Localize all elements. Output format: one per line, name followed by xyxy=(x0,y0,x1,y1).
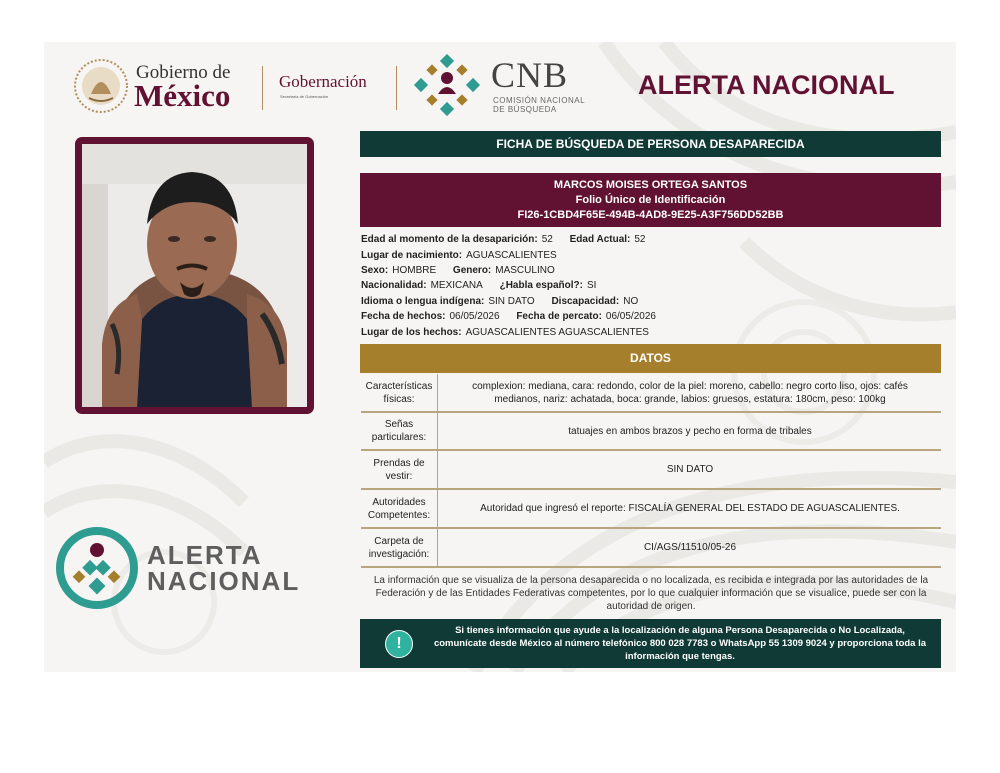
datos-row-autoridades xyxy=(361,490,941,529)
datos-label: Carpeta de investigación: xyxy=(361,529,438,566)
folio-value: FI26-1CBD4F65E-494B-4AD8-9E25-A3F756DD52BB xyxy=(517,209,784,221)
person-name-bar xyxy=(360,173,941,227)
alerta-nacional-logo-icon xyxy=(55,526,139,610)
contact-text: Si tienes información que ayude a la localización de alguna Persona Desaparecida o No Localizada, comunícate desde México al número telefónico 800 028 7783 o WhatsApp 55 1309 9024 y proporciona toda la información que tengas. xyxy=(433,625,927,662)
lugar-hechos-label: Lugar de los hechos: xyxy=(361,327,462,338)
info-lugar-hechos-line xyxy=(361,327,663,338)
discapacidad-value: NO xyxy=(623,296,639,307)
fecha-percato-label: Fecha de percato: xyxy=(516,311,602,322)
fecha-hechos-label: Fecha de hechos: xyxy=(361,311,446,322)
datos-row-caracteristicas xyxy=(361,374,941,413)
folio-label: Folio Único de Identificación xyxy=(575,194,726,206)
ficha-title-bar: FICHA DE BÚSQUEDA DE PERSONA DESAPARECIDA xyxy=(360,131,941,157)
sexo-label: Sexo: xyxy=(361,265,389,276)
datos-row-prendas xyxy=(361,451,941,490)
info-fechas-line xyxy=(361,311,670,322)
datos-title-bar: DATOS xyxy=(360,344,941,373)
lugar-nac-label: Lugar de nacimiento: xyxy=(361,250,463,261)
edad-actual-label: Edad Actual: xyxy=(569,234,631,245)
fecha-percato-value: 06/05/2026 xyxy=(605,311,656,322)
datos-label: Características físicas: xyxy=(361,374,438,411)
header-divider-2 xyxy=(396,66,397,110)
datos-label: Autoridades Competentes: xyxy=(361,490,438,527)
alerta-nacional-wordmark xyxy=(147,542,300,594)
info-nacionalidad-line xyxy=(361,280,610,291)
gobernacion-subtitle: Secretaría de Gobernación xyxy=(280,94,329,99)
datos-value: complexion: mediana, cara: redondo, color de la piel: moreno, cabello: negro corto liso, ojos: cafés medianos, nariz: achatada, boca: grande, labios: gruesos, estatura: 180cm, peso: 100kg xyxy=(472,380,908,405)
cnb-emblem-icon xyxy=(412,54,482,118)
idioma-label: Idioma o lengua indígena: xyxy=(361,296,485,307)
person-name: MARCOS MOISES ORTEGA SANTOS xyxy=(553,179,748,191)
header-divider xyxy=(262,66,263,110)
disclaimer-text: La información que se visualiza de la persona desaparecida o no localizada, es recibida e integrada por las autoridades de la Federación y de las Entidades Federativas competentes, por lo que cualquier información que se visualice, puede ser con la autoridad de origen. xyxy=(373,575,929,612)
genero-label: Genero: xyxy=(452,265,492,276)
alerta-nacional-title: ALERTA NACIONAL xyxy=(638,70,895,100)
datos-value: tatuajes en ambos brazos y pecho en forma de tribales xyxy=(568,425,812,437)
datos-row-carpeta xyxy=(361,529,941,568)
datos-value: Autoridad que ingresó el reporte: FISCALÍA GENERAL DEL ESTADO DE AGUASCALIENTES. xyxy=(480,503,900,514)
datos-label: Prendas de vestir: xyxy=(361,451,438,488)
datos-value: SIN DATO xyxy=(666,464,714,475)
cnb-subtitle-1: COMISIÓN NACIONAL xyxy=(493,96,586,105)
gob-mexico-line2: México xyxy=(134,78,231,113)
nacionalidad-label: Nacionalidad: xyxy=(361,280,427,291)
cnb-subtitle xyxy=(493,96,585,114)
cnb-subtitle-2: DE BÚSQUEDA xyxy=(493,105,557,114)
alerta-word: ALERTA xyxy=(147,540,263,570)
edad-desap-label: Edad al momento de la desaparición: xyxy=(361,234,538,245)
cnb-logo: CNB xyxy=(491,55,569,95)
datos-label: Señas particulares: xyxy=(361,413,438,449)
espanol-value: SI xyxy=(586,280,597,291)
person-photo xyxy=(82,144,307,407)
fecha-hechos-value: 06/05/2026 xyxy=(449,311,500,322)
alert-icon: ! xyxy=(385,630,413,658)
contact-bar xyxy=(360,619,941,668)
discapacidad-label: Discapacidad: xyxy=(551,296,620,307)
info-edad-line xyxy=(361,234,660,245)
lugar-nac-value: AGUASCALIENTES xyxy=(466,250,557,261)
idioma-value: SIN DATO xyxy=(488,296,535,307)
espanol-label: ¿Habla español?: xyxy=(499,280,583,291)
nacional-word: NACIONAL xyxy=(147,566,301,596)
info-sexo-line xyxy=(361,265,569,276)
info-idioma-line xyxy=(361,296,652,307)
lugar-hechos-value: AGUASCALIENTES AGUASCALIENTES xyxy=(465,327,649,338)
genero-value: MASCULINO xyxy=(495,265,555,276)
datos-value: CI/AGS/11510/05-26 xyxy=(643,542,737,553)
nacionalidad-value: MEXICANA xyxy=(430,280,483,291)
edad-desap-value: 52 xyxy=(541,234,553,245)
sexo-value: HOMBRE xyxy=(392,265,437,276)
gobernacion-logo: Gobernación xyxy=(279,72,367,91)
datos-row-senas xyxy=(361,413,941,451)
edad-actual-value: 52 xyxy=(634,234,646,245)
gob-mexico-line1: Gobierno de xyxy=(136,62,231,83)
info-nacimiento-line xyxy=(361,250,571,261)
mexico-coat-of-arms-icon xyxy=(71,58,131,114)
